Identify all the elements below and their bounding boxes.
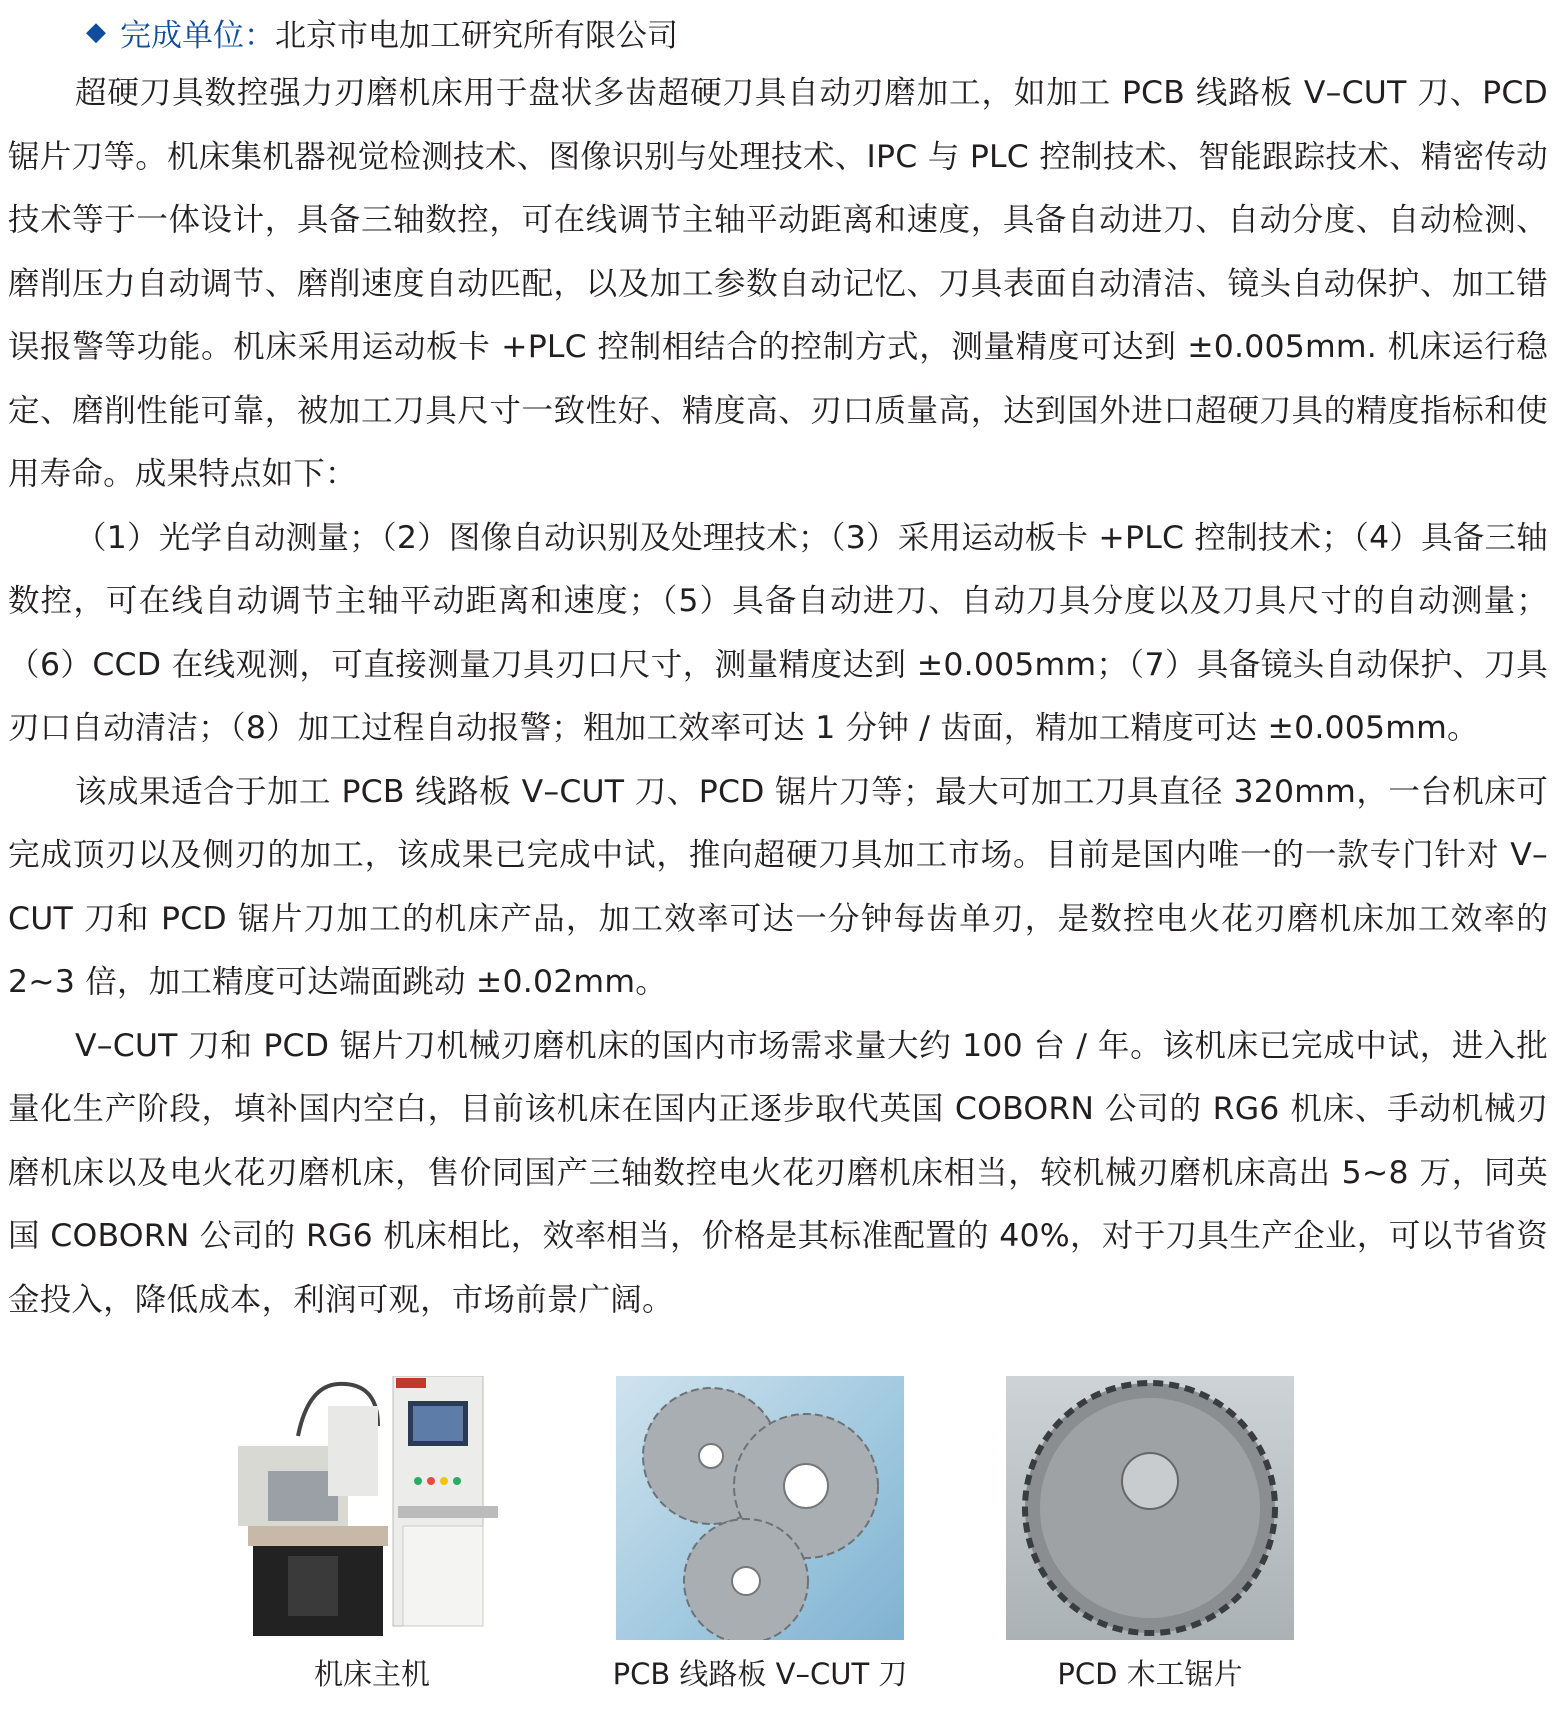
paragraph-application: 该成果适合于加工 PCB 线路板 V–CUT 刀、PCD 锯片刀等；最大可加工刀具直径 320mm，一台机床可完成顶刃以及侧刃的加工，该成果已完成中试，推向超硬刀具加工市场。目前是国内唯一的一款专门针对 V–CUT 刀和 PCD 锯片刀加工的机床产品，加工效率可达一分钟每齿单刃，是数控电火花刃磨机床加工效率的 2~3 倍，加工精度可达端面跳动 ±0.02mm。 [8,773,1548,1000]
pcd-saw-caption: PCD 木工锯片 [1057,1657,1243,1691]
completion-unit-header [86,8,678,56]
paragraph-features: （1）光学自动测量；（2）图像自动识别及处理技术；（3）采用运动板卡 +PLC 控制技术；（4）具备三轴数控，可在线自动调节主轴平动距离和速度；（5）具备自动进刀、自动刀具分度以及刀具尺寸的自动测量；（6）CCD 在线观测，可直接测量刀具刃口尺寸，测量精度达到 ±0.005mm；（7）具备镜头自动保护、刀具刃口自动清洁；（8）加工过程自动报警；粗加工效率可达 1 分钟 / 齿面，精加工精度可达 ±0.005mm。 [8,519,1548,746]
body-text [8,62,1548,1332]
machine-photo [228,1376,516,1640]
machine-caption: 机床主机 [313,1657,430,1691]
completion-unit-label: 完成单位： [120,17,275,54]
completion-unit-value: 北京市电加工研究所有限公司 [275,17,678,54]
vcut-blade-photo [616,1376,904,1640]
diamond-bullet-icon: ◆ [86,17,106,47]
figure-row [0,1368,1556,1710]
vcut-blade-caption: PCB 线路板 V–CUT 刀 [612,1657,908,1691]
paragraph-market: V–CUT 刀和 PCD 锯片刀机械刃磨机床的国内市场需求量大约 100 台 / 年。该机床已完成中试，进入批量化生产阶段，填补国内空白，目前该机床在国内正逐步取代英国 COBORN 公司的 RG6 机床、手动机械刃磨机床以及电火花刃磨机床，售价同国产三轴数控电火花刃磨机床相当，较机械刃磨机床高出 5~8 万，同英国 COBORN 公司的 RG6 机床相比，效率相当，价格是其标准配置的 40%，对于刀具生产企业，可以节省资金投入，降低成本，利润可观，市场前景广阔。 [8,1027,1548,1318]
pcd-saw-photo [1006,1376,1294,1640]
paragraph-intro: 超硬刀具数控强力刃磨机床用于盘状多齿超硬刀具自动刃磨加工，如加工 PCB 线路板 V–CUT 刀、PCD 锯片刀等。机床集机器视觉检测技术、图像识别与处理技术、IPC 与 PLC 控制技术、智能跟踪技术、精密传动技术等于一体设计，具备三轴数控，可在线调节主轴平动距离和速度，具备自动进刀、自动分度、自动检测、磨削压力自动调节、磨削速度自动匹配，以及加工参数自动记忆、刀具表面自动清洁、镜头自动保护、加工错误报警等功能。机床采用运动板卡 +PLC 控制相结合的控制方式，测量精度可达到 ±0.005mm. 机床运行稳定、磨削性能可靠，被加工刀具尺寸一致性好、精度高、刃口质量高，达到国外进口超硬刀具的精度指标和使用寿命。成果特点如下： [8,75,1548,492]
